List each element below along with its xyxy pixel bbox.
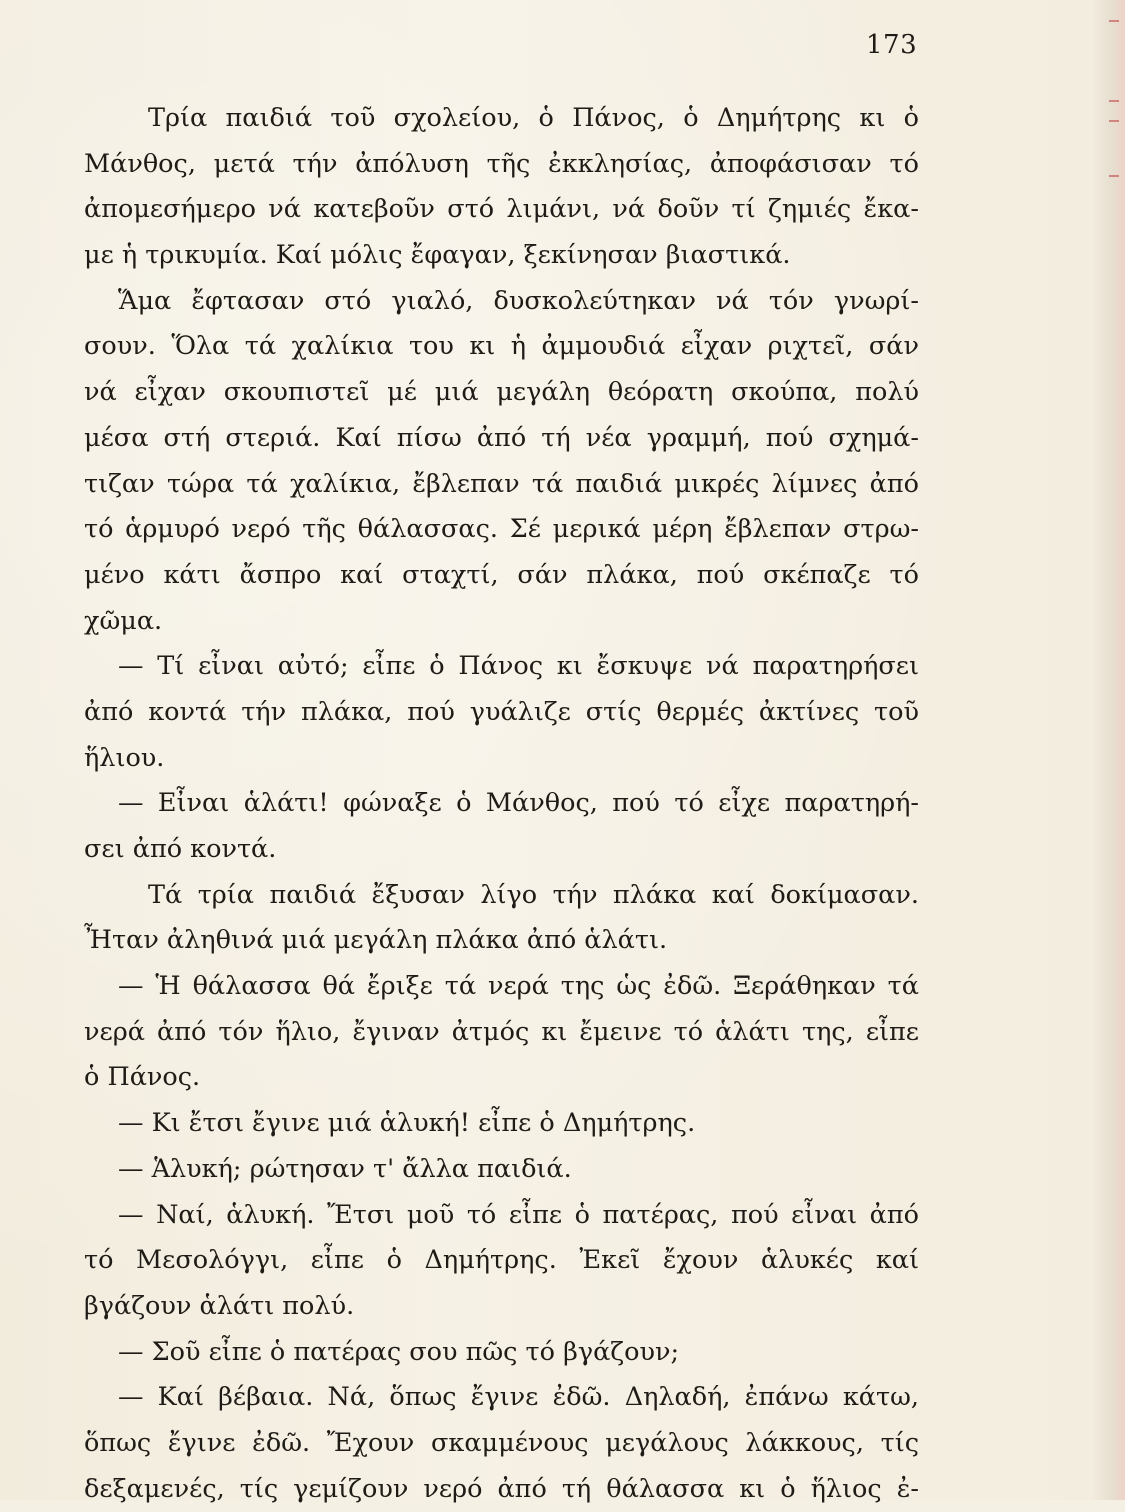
- text-line: νερά ἀπό τόν ἥλιο, ἔγιναν ἀτμός κι ἔμεινε τό ἁλάτι της, εἶπε: [84, 1016, 919, 1047]
- body-text: [84, 96, 919, 1512]
- text-line: ὁ Πάνος.: [84, 1062, 201, 1093]
- text-line: Μάνθος, μετά τήν ἀπόλυση τῆς ἐκκλησίας, ἀποφάσισαν τό: [84, 148, 919, 179]
- text-line: — Κι ἔτσι ἔγινε μιά ἁλυκή! εἶπε ὁ Δημήτρης.: [118, 1108, 696, 1139]
- text-line: Ἅμα ἔφτασαν στό γιαλό, δυσκολεύτηκαν νά τόν γνωρί-: [118, 285, 919, 316]
- text-line: δεξαμενές, τίς γεμίζουν νερό ἀπό τή θάλασσα κι ὁ ἥλιος ἐ-: [84, 1473, 919, 1504]
- text-line: — Ἡ θάλασσα θά ἔριξε τά νερά της ὡς ἐδῶ. Ξεράθηκαν τά: [118, 971, 919, 1002]
- text-line: Τρία παιδιά τοῦ σχολείου, ὁ Πάνος, ὁ Δημήτρης κι ὁ: [148, 103, 919, 133]
- text-line: τό ἁρμυρό νερό τῆς θάλασσας. Σέ μερικά μέρη ἔβλεπαν στρω-: [84, 514, 919, 545]
- page-edge: [1091, 0, 1125, 1500]
- text-line: — Εἶναι ἁλάτι! φώναξε ὁ Μάνθος, πού τό εἶχε παρατηρή-: [118, 788, 919, 819]
- text-line: — Τί εἶναι αὐτό; εἶπε ὁ Πάνος κι ἔσκυψε νά παρατηρήσει: [118, 651, 919, 682]
- text-line: — Ἁλυκή; ρώτησαν τ' ἄλλα παιδιά.: [118, 1153, 572, 1184]
- text-line: σουν. Ὅλα τά χαλίκια του κι ἡ ἀμμουδιά εἶχαν ριχτεῖ, σάν: [84, 331, 919, 362]
- text-line: Ἦταν ἀληθινά μιά μεγάλη πλάκα ἀπό ἁλάτι.: [84, 925, 668, 956]
- text-line: ἀπομεσήμερο νά κατεβοῦν στό λιμάνι, νά δοῦν τί ζημιές ἔκα-: [84, 194, 919, 225]
- text-line: μέσα στή στεριά. Καί πίσω ἀπό τή νέα γραμμή, πού σχημά-: [84, 422, 919, 453]
- text-line: με ἡ τρικυμία. Καί μόλις ἔφαγαν, ξεκίνησαν βιαστικά.: [84, 240, 791, 271]
- text-line: — Σοῦ εἶπε ὁ πατέρας σου πῶς τό βγάζουν;: [118, 1336, 680, 1367]
- page-number: 173: [866, 30, 918, 60]
- text-line: χῶμα.: [84, 605, 163, 636]
- edge-mark: [1109, 175, 1119, 177]
- edge-mark: [1109, 20, 1119, 22]
- text-line: τό Μεσολόγγι, εἶπε ὁ Δημήτρης. Ἐκεῖ ἔχουν ἁλυκές καί: [84, 1245, 919, 1276]
- text-line: ἥλιου.: [84, 742, 165, 773]
- text-line: ὅπως ἔγινε ἐδῶ. Ἔχουν σκαμμένους μεγάλους λάκκους, τίς: [84, 1427, 919, 1458]
- text-line: σει ἀπό κοντά.: [84, 834, 277, 864]
- text-line: Τά τρία παιδιά ἔξυσαν λίγο τήν πλάκα καί δοκίμασαν.: [148, 879, 919, 910]
- text-line: νά εἶχαν σκουπιστεῖ μέ μιά μεγάλη θεόρατη σκούπα, πολύ: [84, 377, 919, 408]
- text-line: — Καί βέβαια. Νά, ὅπως ἔγινε ἐδῶ. Δηλαδή, ἐπάνω κάτω,: [118, 1382, 919, 1413]
- text-line: τιζαν τώρα τά χαλίκια, ἔβλεπαν τά παιδιά μικρές λίμνες ἀπό: [84, 468, 919, 499]
- text-line: ἀπό κοντά τήν πλάκα, πού γυάλιζε στίς θερμές ἀκτίνες τοῦ: [84, 696, 919, 727]
- edge-mark: [1109, 120, 1119, 122]
- text-line: μένο κάτι ἄσπρο καί σταχτί, σάν πλάκα, πού σκέπαζε τό: [84, 559, 919, 590]
- edge-mark: [1109, 100, 1119, 102]
- text-line: βγάζουν ἁλάτι πολύ.: [84, 1290, 355, 1321]
- text-line: — Ναί, ἁλυκή. Ἔτσι μοῦ τό εἶπε ὁ πατέρας, πού εἶναι ἀπό: [118, 1199, 919, 1230]
